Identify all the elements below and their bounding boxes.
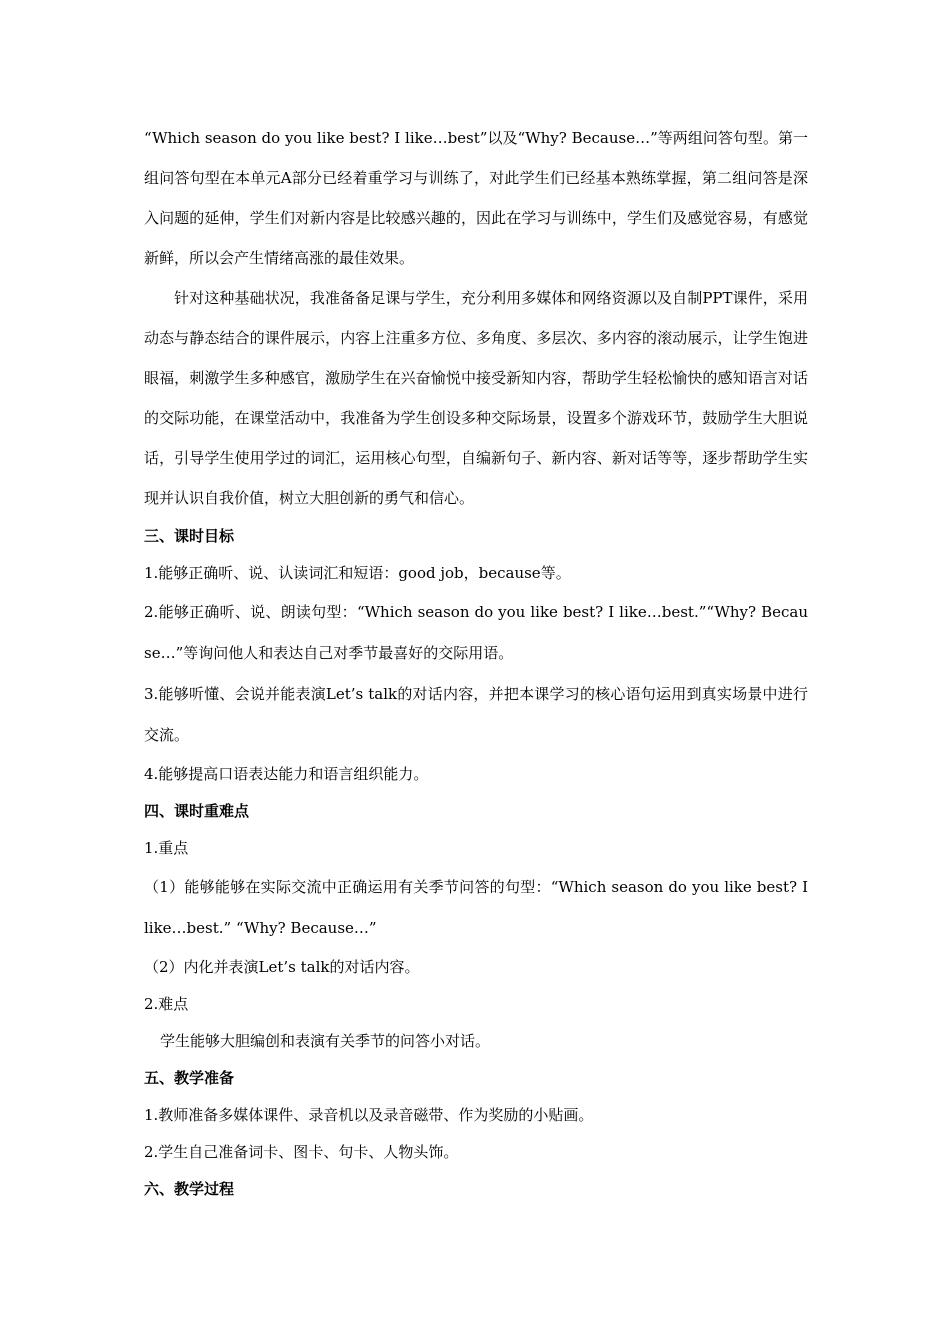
objective-item-1: 1.能够正确听、说、认读词汇和短语：good job，because等。 (144, 564, 571, 582)
section-heading-preparation: 五、教学准备 (144, 1069, 235, 1087)
objective-item-4: 4.能够提高口语表达能力和语言组织能力。 (144, 765, 429, 783)
section-heading-objectives: 三、课时目标 (144, 527, 235, 545)
section-heading-key-points: 四、课时重难点 (144, 802, 250, 820)
intro-paragraph-2: 针对这种基础状况，我准备备足课与学生，充分利用多媒体和网络资源以及自制PPT课件，采用动态与静态结合的课件展示，内容上注重多方位、多角度、多层次、多内容的滚动展示，让学生饱进眼福，刺激学生多种感官，激励学生在兴奋愉悦中接受新知内容，帮助学生轻松愉快的感知语言对话的交际功能，在课堂活动中，我准备为学生创设多种交际场景，设置多个游戏环节，鼓励学生大胆说话，引导学生使用学过的词汇，运用核心句型，自编新句子、新内容、新对话等等，逐步帮助学生实现并认识自我价值，树立大胆创新的勇气和信心。 (144, 289, 808, 507)
key-point-item-1: （1）能够能够在实际交流中正确运用有关季节问答的句型：“Which season do you like best? I like…best.” “Why? Because…” (144, 878, 808, 937)
intro-paragraph-1: “Which season do you like best? I like…best”以及“Why? Because…”等两组问答句型。第一组问答句型在本单元A部分已经着重学习与训练了，对此学生们已经基本熟练掌握，第二组问答是深入问题的延伸，学生们对新内容是比较感兴趣的，因此在学习与训练中，学生们及感觉容易，有感觉新鲜，所以会产生情绪高涨的最佳效果。 (144, 129, 808, 267)
preparation-item-2: 2.学生自己准备词卡、图卡、句卡、人物头饰。 (144, 1143, 459, 1161)
difficulty-label: 2.难点 (144, 995, 189, 1013)
document-page (144, 118, 808, 1208)
section-heading-process: 六、教学过程 (144, 1180, 235, 1198)
difficulty-text: 学生能够大胆编创和表演有关季节的问答小对话。 (160, 1032, 491, 1050)
key-points-label: 1.重点 (144, 839, 189, 857)
objective-item-3: 3.能够听懂、会说并能表演Let’s talk的对话内容，并把本课学习的核心语句运用到真实场景中进行交流。 (144, 685, 808, 744)
key-point-item-2: （2）内化并表演Let’s talk的对话内容。 (144, 958, 420, 976)
objective-item-2: 2.能够正确听、说、朗读句型：“Which season do you like best? I like…best.”“Why? Because…”等询问他人和表达自己对季节最喜好的交际用语。 (144, 603, 808, 662)
preparation-item-1: 1.教师准备多媒体课件、录音机以及录音磁带、作为奖励的小贴画。 (144, 1106, 594, 1124)
